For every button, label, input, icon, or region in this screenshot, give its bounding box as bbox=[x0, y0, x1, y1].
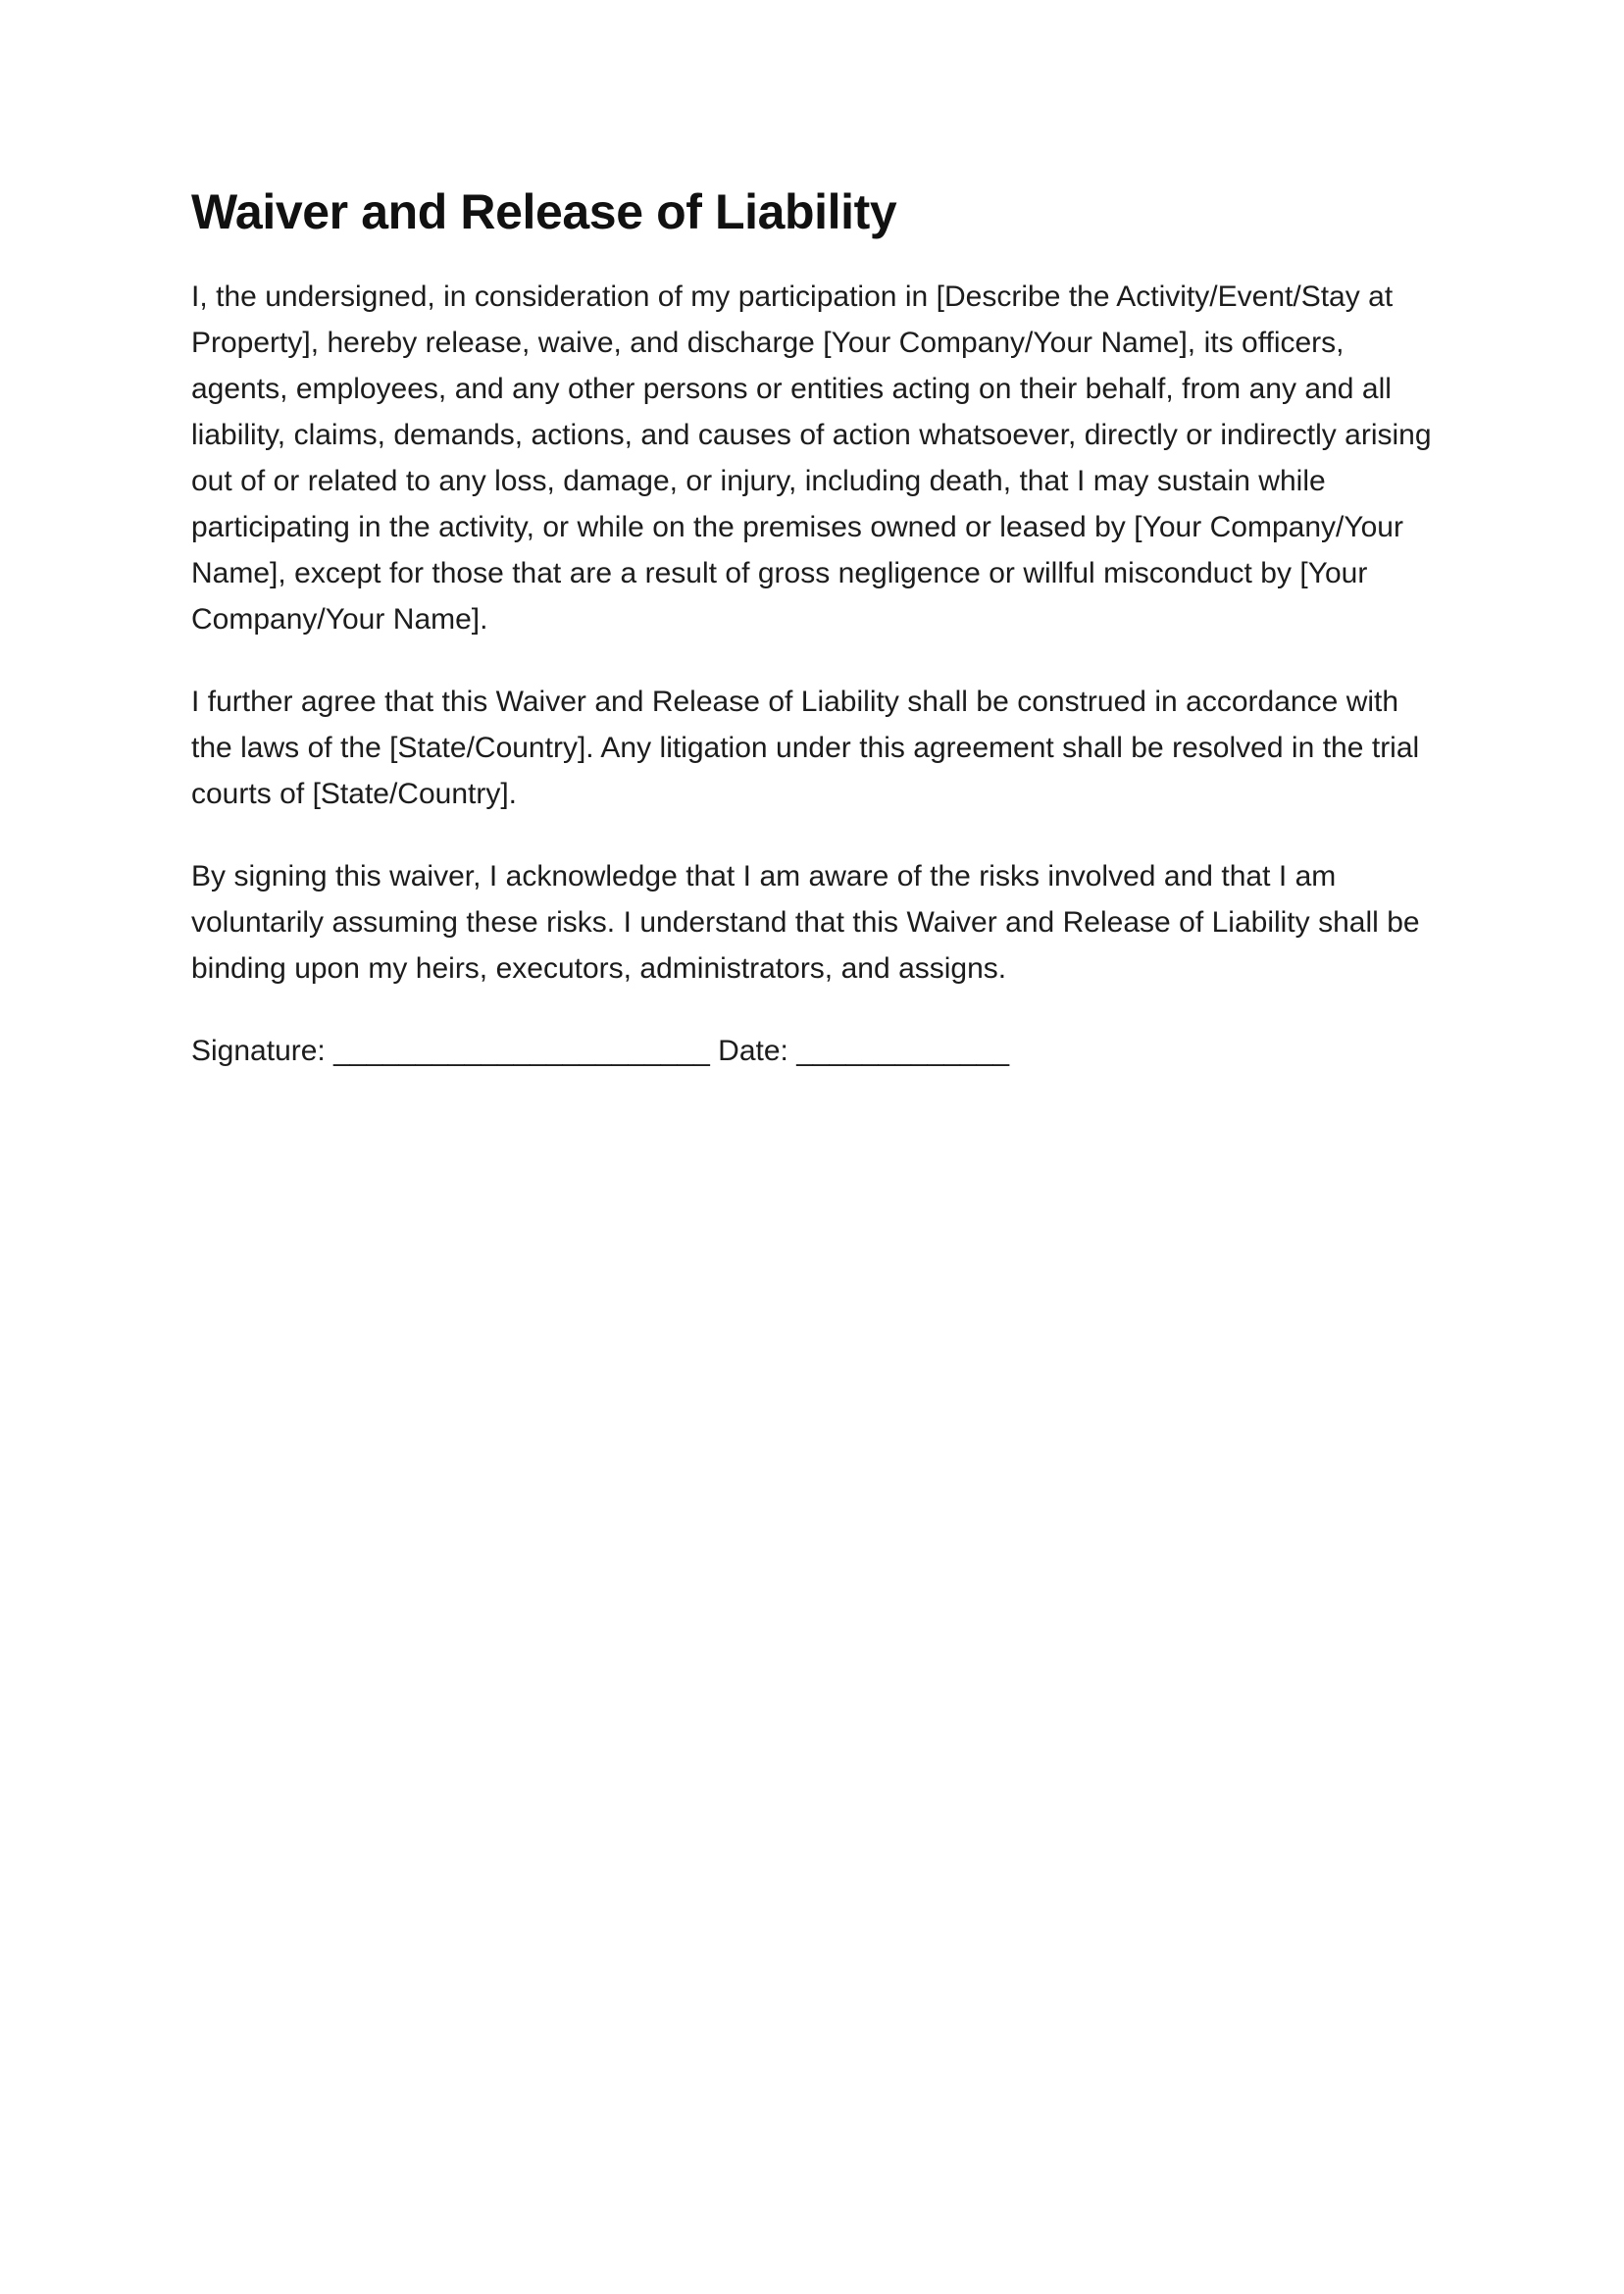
paragraph-acknowledgement-of-risk: By signing this waiver, I acknowledge that I am aware of the risks involved and that I am voluntarily assuming these risks. I understand that this Waiver and Release of Liability shall be binding upon my heirs, executors, administrators, and assigns. bbox=[191, 860, 1420, 985]
paragraph-governing-law: I further agree that this Waiver and Release of Liability shall be construed in accordance with the laws of the [State/Country]. Any litigation under this agreement shall be resolved in the trial courts of [State/Country]. bbox=[191, 686, 1420, 810]
paragraph-release-of-liability: I, the undersigned, in consideration of my participation in [Describe the Activity/Event/Stay at Property], hereby release, waive, and discharge [Your Company/Your Name], its officers, agents, employees, and any other persons or entities acting on their behalf, from any and all liability, claims, demands, actions, and causes of action whatsoever, directly or indirectly arising out of or related to any loss, damage, or injury, including death, that I may sustain while participating in the activity, or while on the premises owned or leased by [Your Company/Your Name], except for those that are a result of gross negligence or willful misconduct by [Your Company/Your Name]. bbox=[191, 280, 1432, 636]
page-title: Waiver and Release of Liability bbox=[191, 184, 897, 239]
document-body bbox=[191, 182, 1437, 1074]
signature-date-line[interactable]: Signature: _______________________ Date: _____________ bbox=[191, 1035, 1010, 1067]
